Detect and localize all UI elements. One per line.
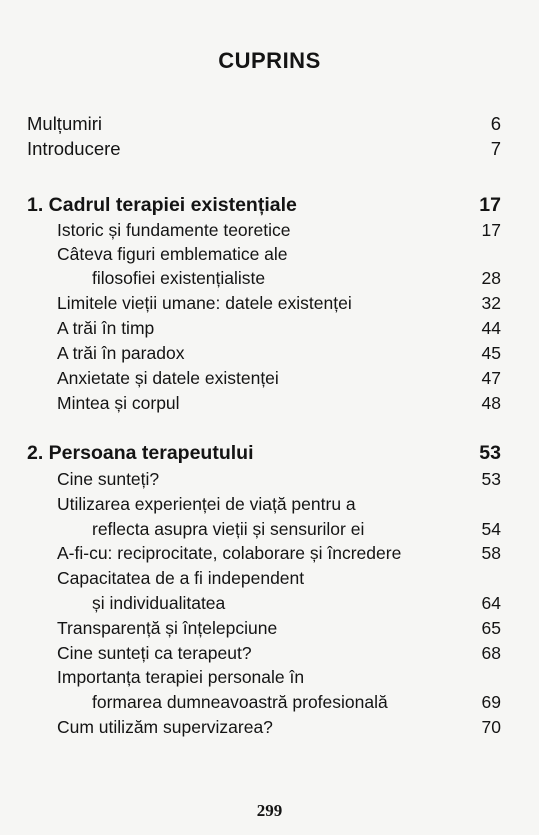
chapter-title: 2. Persoana terapeutului [27,442,254,464]
chapter-page: 17 [479,194,501,216]
entry-page: 6 [490,113,501,134]
entry-page: 70 [481,717,501,737]
page-number: 299 [256,801,283,820]
entry-label: formarea dumneavoastră profesională [92,692,388,712]
entry-page: 69 [481,692,501,712]
entry-label: Cine sunteți ca terapeut? [57,643,252,663]
entry-page: 7 [490,138,501,159]
entry-page: 28 [481,268,501,288]
entry-label: și individualitatea [92,593,226,613]
entry-label: Importanța terapiei personale în [57,667,305,687]
page-title: CUPRINS [218,48,321,73]
entry-label: Istoric și fundamente teoretice [57,220,291,240]
entry-page: 44 [481,318,501,338]
entry-label: A trăi în timp [57,318,155,338]
entry-page: 48 [481,393,501,413]
entry-label: Cum utilizăm supervizarea? [57,717,273,737]
entry-label: Mulțumiri [27,113,103,134]
entry-label: A trăi în paradox [57,343,185,363]
entry-label: Limitele vieții umane: datele existenței [57,293,352,313]
entry-label: Utilizarea experienței de viață pentru a [57,494,356,514]
entry-page: 68 [481,643,501,663]
entry-page: 64 [481,593,501,613]
entry-page: 54 [481,519,501,539]
entry-label: A-fi-cu: reciprocitate, colaborare și încredere [57,543,402,563]
chapter-page: 53 [479,442,501,464]
entry-label: Transparență și înțelepciune [57,618,278,638]
chapter-title: 1. Cadrul terapiei existențiale [27,194,297,216]
entry-page: 65 [481,618,501,638]
entry-page: 17 [481,220,501,240]
entry-label: Introducere [27,138,121,159]
entry-label: Capacitatea de a fi independent [57,568,305,588]
entry-page: 58 [481,543,501,563]
entry-label: Anxietate și datele existenței [57,368,279,388]
entry-page: 47 [481,368,501,388]
entry-page: 32 [481,293,501,313]
entry-label: Mintea și corpul [57,393,180,413]
entry-label: Cine sunteți? [57,469,160,489]
entry-label: Câteva figuri emblematice ale [57,244,288,264]
entry-page: 53 [481,469,501,489]
entry-label: filosofiei existențialiste [92,268,266,288]
entry-label: reflecta asupra vieții și sensurilor ei [92,519,365,539]
entry-page: 45 [481,343,501,363]
